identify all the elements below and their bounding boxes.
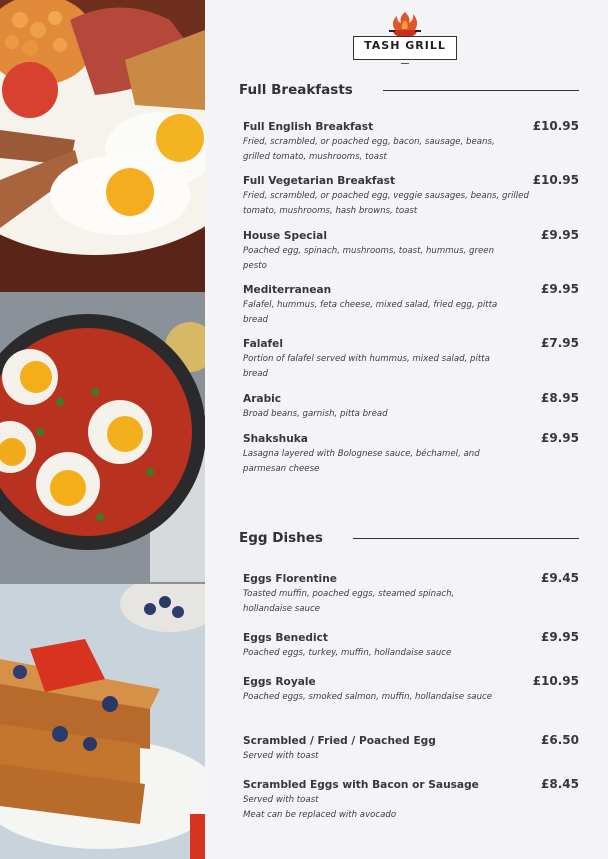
item-description: Poached eggs, turkey, muffin, hollandaise sauce xyxy=(243,648,452,658)
section-title: Full Breakfasts xyxy=(239,82,353,98)
item-price: £9.95 xyxy=(541,282,579,296)
item-price: £10.95 xyxy=(532,674,579,688)
full-english-breakfast-photo xyxy=(0,0,205,292)
item-price: £9.45 xyxy=(541,571,579,585)
item-name: Scrambled / Fried / Poached Egg xyxy=(243,735,436,747)
item-name: Scrambled Eggs with Bacon or Sausage xyxy=(243,779,479,791)
item-description: Poached egg, spinach, mushrooms, toast, hummus, green pesto xyxy=(243,246,495,271)
menu-item-falafel xyxy=(243,336,579,381)
item-price: £9.95 xyxy=(541,630,579,644)
photo-column xyxy=(0,0,205,859)
item-name: Eggs Royale xyxy=(243,676,316,688)
item-note: Meat can be replaced with avocado xyxy=(243,809,397,820)
menu-item-full-english-breakfast xyxy=(243,119,579,164)
item-price: £8.95 xyxy=(541,391,579,405)
item-description: Fried, scrambled, or poached egg, veggie sausages, beans, grilled tomato, mushrooms, hash browns, toast xyxy=(243,191,529,216)
item-price: £6.50 xyxy=(541,733,579,747)
item-name: House Special xyxy=(243,230,327,242)
menu-item-arabic xyxy=(243,391,579,422)
item-name: Eggs Benedict xyxy=(243,632,328,644)
menu-panel xyxy=(205,0,608,859)
item-description: Fried, scrambled, or poached egg, bacon, sausage, beans, grilled tomato, mushrooms, toast xyxy=(243,137,495,162)
shakshuka-pan-photo xyxy=(0,292,205,584)
item-price: £9.95 xyxy=(541,431,579,445)
brand-name: TASH GRILL xyxy=(364,39,446,52)
menu-item-eggs-benedict xyxy=(243,630,579,661)
item-name: Full English Breakfast xyxy=(243,121,374,133)
item-description: Falafel, hummus, feta cheese, mixed salad, fried egg, pitta bread xyxy=(243,300,498,325)
item-name: Arabic xyxy=(243,393,282,405)
item-description: Portion of falafel served with hummus, mixed salad, pitta bread xyxy=(243,354,490,379)
item-name: Falafel xyxy=(243,338,283,350)
item-description: Served with toast xyxy=(243,751,319,761)
section-divider xyxy=(353,538,579,539)
section-title: Egg Dishes xyxy=(239,530,323,546)
tash-grill-logo xyxy=(353,10,457,66)
item-price: £8.45 xyxy=(541,777,579,791)
item-description: Lasagna layered with Bolognese sauce, béchamel, and parmesan cheese xyxy=(243,449,480,474)
menu-item-full-vegetarian-breakfast xyxy=(243,173,579,218)
menu-item-eggs-florentine xyxy=(243,571,579,616)
item-description: Broad beans, garnish, pitta bread xyxy=(243,409,388,419)
section-divider xyxy=(383,90,579,91)
item-name: Full Vegetarian Breakfast xyxy=(243,175,396,187)
item-description: Toasted muffin, poached eggs, steamed spinach, hollandaise sauce xyxy=(243,589,455,614)
menu-item-mediterranean xyxy=(243,282,579,327)
menu-item-house-special xyxy=(243,228,579,273)
item-name: Mediterranean xyxy=(243,284,332,296)
item-price: £10.95 xyxy=(532,119,579,133)
item-name: Shakshuka xyxy=(243,433,308,445)
menu-item-eggs-royale xyxy=(243,674,579,705)
logo-underline xyxy=(401,63,409,64)
section-header-full-breakfasts xyxy=(239,82,579,98)
item-name: Eggs Florentine xyxy=(243,573,337,585)
french-toast-berries-photo xyxy=(0,584,205,859)
item-description: Poached eggs, smoked salmon, muffin, hollandaise sauce xyxy=(243,692,493,702)
item-price: £9.95 xyxy=(541,228,579,242)
menu-item-scrambled-eggs-bacon-sausage xyxy=(243,777,579,822)
item-description: Served with toast xyxy=(243,795,319,805)
menu-item-shakshuka xyxy=(243,431,579,476)
section-header-egg-dishes xyxy=(239,530,579,546)
item-price: £7.95 xyxy=(541,336,579,350)
menu-item-scrambled-fried-poached-egg xyxy=(243,733,579,764)
item-price: £10.95 xyxy=(532,173,579,187)
